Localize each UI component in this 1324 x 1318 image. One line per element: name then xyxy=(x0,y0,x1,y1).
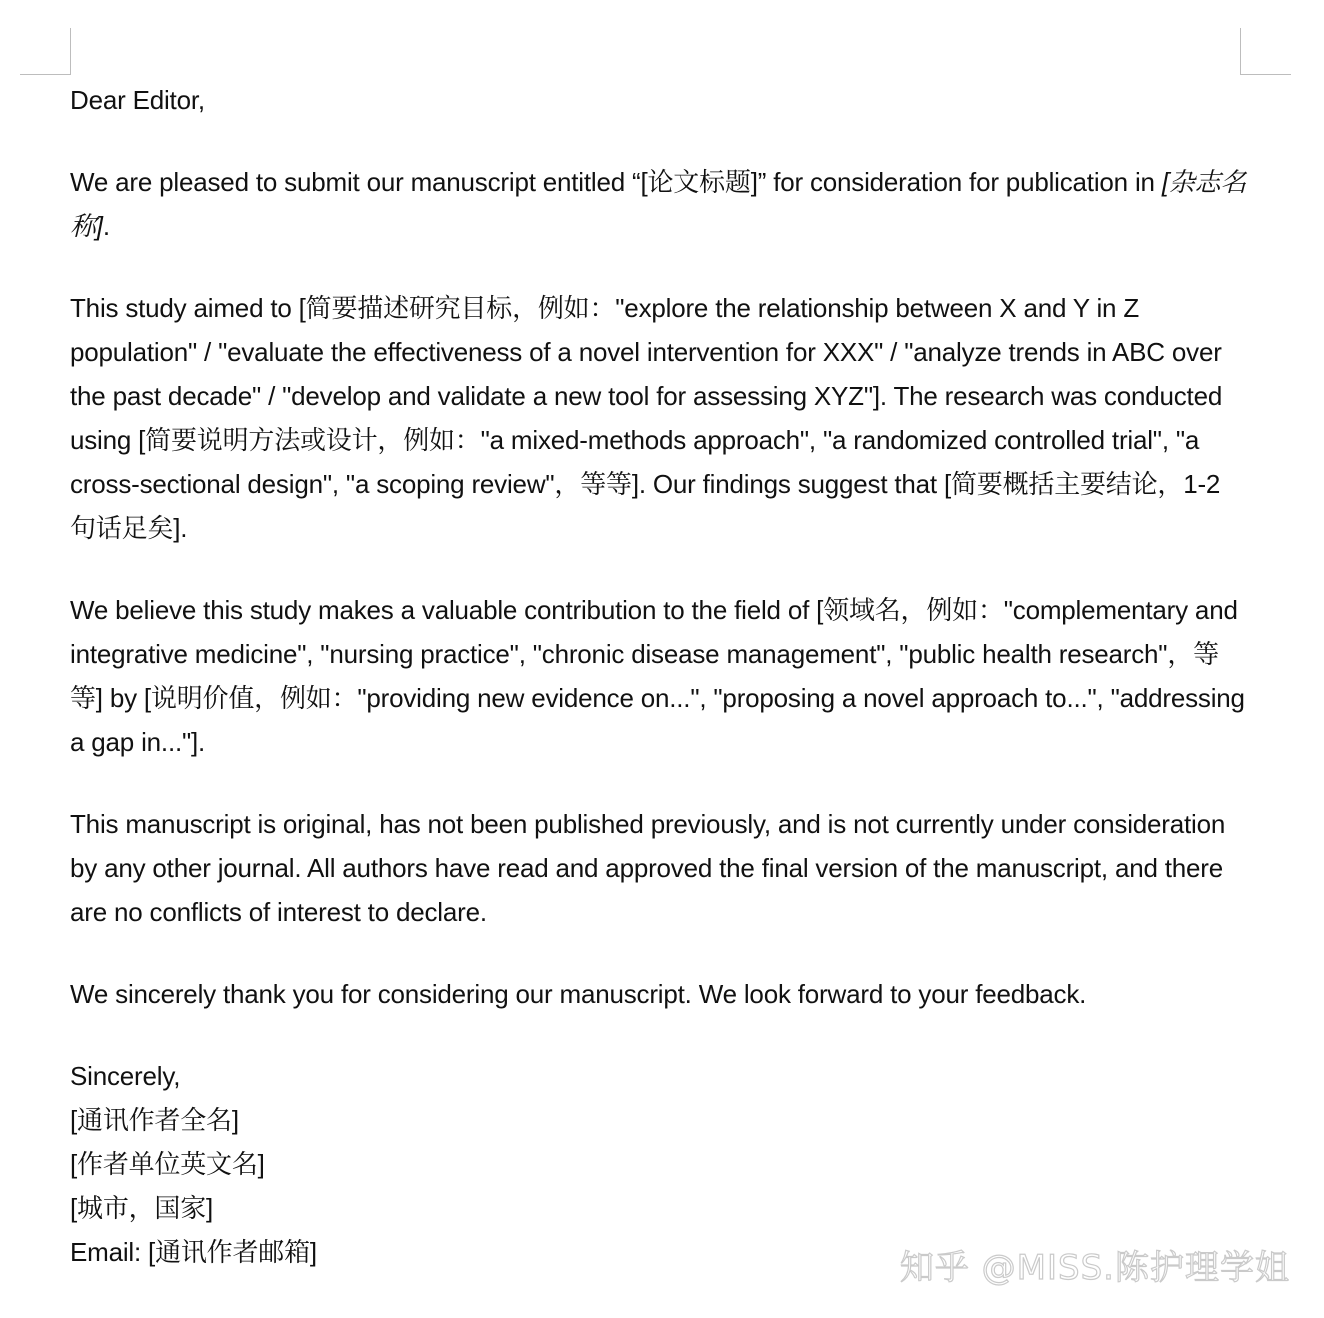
author-name-placeholder: [通讯作者全名] xyxy=(70,1105,239,1135)
title-placeholder: [论文标题] xyxy=(640,167,758,197)
location-placeholder: [城市，国家] xyxy=(70,1193,214,1223)
paragraph-contribution: We believe this study makes a valuable contribution to the field of [领域名，例如："complementary and integrative medicine", "nursing practice", "chronic disease management", "public health research"，等等] by [说明价值，例如："providing new evidence on...", "proposing a novel approach to...", "addressing a gap in..."]. xyxy=(70,595,1245,757)
paragraph-originality: This manuscript is original, has not been published previously, and is not currently under consideration by any other journal. All authors have read and approved the final version of the manuscript, and there are no conflicts of interest to declare. xyxy=(70,809,1226,927)
paragraph-study-summary: This study aimed to [简要描述研究目标，例如："explore the relationship between X and Y in Z population" / "evaluate the effectiveness of a novel intervention for XXX" / "analyze trends in ABC over the past decade" / "develop and validate a new tool for assessing XYZ"]. The research was conducted using [简要说明方法或设计，例如："a mixed-methods approach", "a randomized controlled trial", "a cross-sectional design", "a scoping review"，等等]. Our findings suggest that [简要概括主要结论，1-2 句话足矣]. xyxy=(70,293,1223,543)
signoff: Sincerely, xyxy=(70,1061,181,1091)
watermark: 知乎 @MISS.陈护理学姐 xyxy=(899,1248,1290,1288)
journal-placeholder: [杂志名称] xyxy=(70,167,1247,241)
email-line: Email: [通讯作者邮箱] xyxy=(70,1237,317,1267)
greeting: Dear Editor, xyxy=(70,85,205,115)
submission-text-start: We are pleased to submit our manuscript entitled “ xyxy=(70,167,641,197)
crop-mark-top-left-vertical xyxy=(70,28,71,75)
affiliation-placeholder: [作者单位英文名] xyxy=(70,1149,265,1179)
crop-mark-top-right-horizontal xyxy=(1240,74,1291,75)
paragraph-submission xyxy=(70,160,1250,248)
crop-mark-top-right-vertical xyxy=(1240,28,1241,75)
crop-mark-top-left-horizontal xyxy=(20,74,71,75)
paragraph-thanks: We sincerely thank you for considering our manuscript. We look forward to your feedback. xyxy=(70,979,1087,1009)
letter-body xyxy=(70,78,1250,1274)
submission-text-end: . xyxy=(102,211,110,241)
submission-text-mid: ” for consideration for publication in xyxy=(757,167,1162,197)
